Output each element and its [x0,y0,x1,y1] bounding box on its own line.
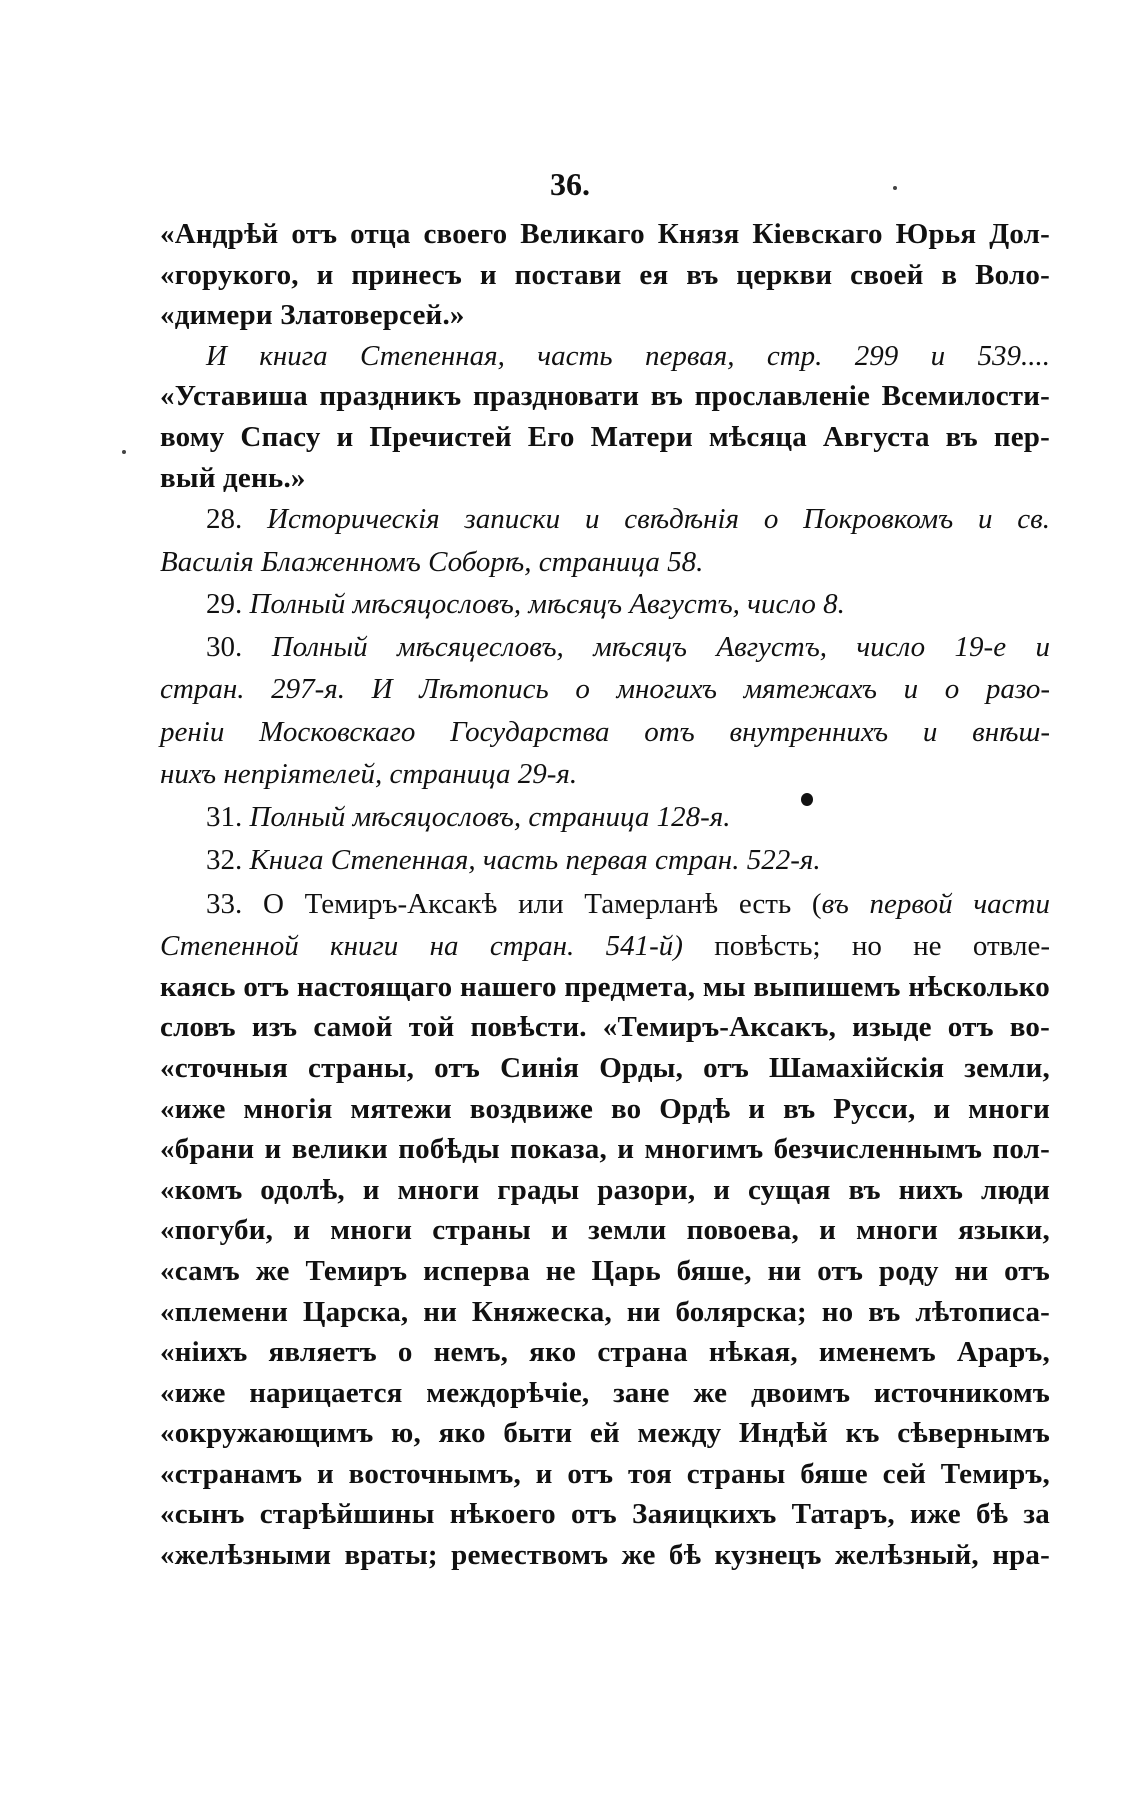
italic-segment: въ первой части [821,888,1050,921]
text-line: каясь отъ настоящаго нашего предмета, мы выпишемъ нѣсколько [160,970,1050,1003]
italic-segment: Полный мѣсяцесловъ, мѣсяцъ Августъ, число 19-е и [271,630,1051,663]
plain-segment: 32. [206,844,250,877]
text-line: И книга Степенная, часть первая, стр. 299 и 539.... [206,339,1050,372]
text-line: «самъ же Темиръ исперва не Царь бяше, ни отъ роду ни отъ [160,1254,1050,1287]
text-line: реніи Московскаго Государства отъ внутреннихъ и внѣш- [160,715,1050,748]
text-line: «иже многія мятежи воздвиже во Ордѣ и въ Русси, и многи [160,1092,1050,1125]
text-line [160,796,1050,839]
text-line: «горукого, и принесъ и постави ея въ церкви своей в Воло- [160,258,1050,291]
text-line: «Уставиша праздникъ праздновати въ прославленіе Всемилости- [160,380,1050,413]
text-line [160,882,1050,926]
text-line: Василія Блаженномъ Соборѣ, страница 58. [160,545,704,578]
text-line: «странамъ и восточнымъ, и отъ тоя страны бяше сей Темиръ, [160,1457,1050,1490]
text-line: «окружающимъ ю, яко быти ей между Индѣй къ сѣвернымъ [160,1417,1050,1450]
text-line: «ніихъ являетъ о немъ, яко страна нѣкая, именемъ Араръ, [160,1336,1050,1369]
speck-mark [893,186,897,190]
text-line: «племени Царска, ни Княжеска, ни болярска; но въ лѣтописа- [160,1295,1050,1328]
italic-segment: Полный мѣсяцословъ, страница 128-я. [249,800,731,833]
plain-segment: 29. [206,588,250,621]
text-line: нихъ непріятелей, страница 29-я. [160,758,578,791]
italic-segment: Книга Степенная, часть первая стран. 522-я. [249,844,821,877]
text-line: «Андрѣй отъ отца своего Великаго Князя Кіевскаго Юрья Дол- [160,218,1050,250]
text-line [160,583,1050,626]
plain-segment: 30. [206,630,272,663]
text-line: «желѣзными враты; ремествомъ же бѣ кузнецъ желѣзный, нра- [160,1539,1050,1572]
text-line: вый день.» [160,461,306,494]
text-line [160,498,1050,541]
italic-segment: Степенной книги на стран. 541-й) [160,930,683,963]
text-line: «погуби, и многи страны и земли повоева, и многи языки, [160,1214,1050,1247]
plain-segment: 31. [206,800,250,833]
text-line: «иже нарицается междорѣчіе, зане же двоимъ источникомъ [160,1376,1050,1409]
plain-segment: 28. [206,503,268,536]
text-line: «комъ одолѣ, и многи грады разори, и сущая въ нихъ люди [160,1173,1050,1206]
text-line [160,626,1050,669]
body-text [160,214,1050,1576]
text-line [160,926,1050,967]
text-line: «брани и велики побѣды показа, и многимъ безчисленнымъ пол- [160,1133,1050,1166]
italic-segment: Историческія записки и свѣдѣнія о Покровкомъ и св. [267,503,1050,536]
text-line [160,838,1050,882]
text-line: «сынъ старѣйшины нѣкоего отъ Заяицкихъ Татаръ, иже бѣ за [160,1498,1050,1531]
text-line: «димери Златоверсей.» [160,299,465,332]
italic-segment: Полный мѣсяцословъ, мѣсяцъ Августъ, число 8. [249,588,845,621]
text-line: вому Спасу и Пречистей Его Матери мѣсяца Августа въ пер- [160,420,1050,453]
text-line: словъ изъ самой той повѣсти. «Темиръ-Аксакъ, изыде отъ во- [160,1011,1050,1044]
text-line: «сточныя страны, отъ Синія Орды, отъ Шамахійскія земли, [160,1051,1050,1084]
plain-segment: 33. О Темиръ-Аксакѣ или Тамерланѣ есть ( [206,888,822,921]
text-line: стран. 297-я. И Лѣтопись о многихъ мятежахъ и о разо- [160,673,1050,706]
plain-segment: повѣсть; но не отвле- [682,930,1050,963]
page-number: 36. [550,166,590,202]
speck-mark [122,450,126,454]
